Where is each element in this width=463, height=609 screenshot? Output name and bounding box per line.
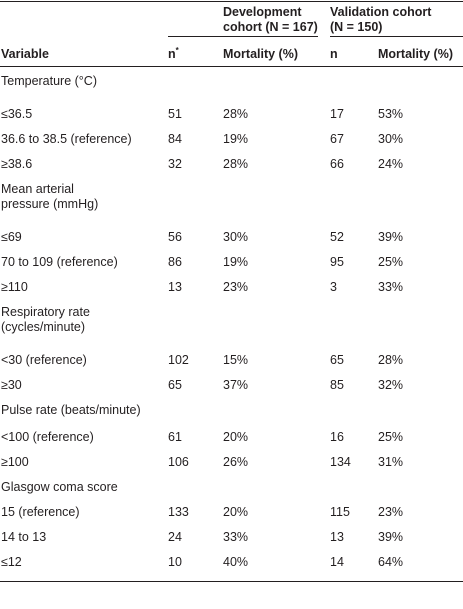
mortality-development: 28%: [223, 157, 249, 171]
row-label-line2: (cycles/minute): [1, 320, 86, 334]
n-validation: 17: [330, 107, 344, 121]
row-label: 36.6 to 38.5 (reference): [1, 132, 132, 146]
row-label: 15 (reference): [1, 505, 80, 519]
validation-cohort-header-line2: (N = 150): [330, 20, 383, 34]
mortality-development: 30%: [223, 230, 249, 244]
mortality-validation: 64%: [378, 555, 404, 569]
n-validation: 85: [330, 378, 344, 392]
n-development: 10: [168, 555, 182, 569]
row-label: Mean arterial: [1, 182, 74, 196]
mortality-validation: 25%: [378, 430, 404, 444]
mortality-development: 19%: [223, 255, 249, 269]
mortality-validation: 30%: [378, 132, 404, 146]
n-validation: 65: [330, 353, 344, 367]
mortality-development: 40%: [223, 555, 249, 569]
n-validation: 14: [330, 555, 344, 569]
mortality-development: 28%: [223, 107, 249, 121]
mortality-development: 33%: [223, 530, 249, 544]
header-n-development: n*: [168, 45, 179, 61]
mortality-development: 23%: [223, 280, 249, 294]
n-development: 65: [168, 378, 182, 392]
mortality-development: 26%: [223, 455, 249, 469]
row-label: ≥38.6: [1, 157, 33, 171]
row-label: Respiratory rate: [1, 305, 90, 319]
mortality-validation: 28%: [378, 353, 404, 367]
n-validation: 52: [330, 230, 344, 244]
n-development: 86: [168, 255, 182, 269]
mortality-development: 20%: [223, 430, 249, 444]
header-bottom-rule: [0, 66, 463, 67]
validation-cohort-underline: [330, 36, 463, 37]
mortality-validation: 23%: [378, 505, 404, 519]
header-variable: Variable: [1, 47, 49, 61]
n-development: 133: [168, 505, 189, 519]
mortality-validation: 25%: [378, 255, 404, 269]
mortality-validation: 32%: [378, 378, 404, 392]
mortality-validation: 39%: [378, 530, 404, 544]
n-development: 102: [168, 353, 189, 367]
mortality-validation: 39%: [378, 230, 404, 244]
header-mortality-development: Mortality (%): [223, 47, 298, 61]
footnote-marker: *: [175, 45, 179, 55]
n-validation: 13: [330, 530, 344, 544]
header-n-validation: n: [330, 47, 338, 61]
n-development: 56: [168, 230, 182, 244]
n-development: 51: [168, 107, 182, 121]
n-validation: 67: [330, 132, 344, 146]
mortality-validation: 31%: [378, 455, 404, 469]
n-validation: 115: [330, 505, 350, 519]
n-validation: 66: [330, 157, 344, 171]
row-label: ≥30: [1, 378, 22, 392]
row-label: <100 (reference): [1, 430, 94, 444]
n-validation: 95: [330, 255, 344, 269]
mortality-development: 15%: [223, 353, 249, 367]
row-label: Pulse rate (beats/minute): [1, 403, 141, 417]
mortality-validation: 33%: [378, 280, 404, 294]
n-validation: 3: [330, 280, 337, 294]
mortality-validation: 24%: [378, 157, 404, 171]
row-label: 70 to 109 (reference): [1, 255, 118, 269]
row-label: 14 to 13: [1, 530, 47, 544]
n-development: 84: [168, 132, 182, 146]
row-label: <30 (reference): [1, 353, 87, 367]
n-development: 13: [168, 280, 182, 294]
row-label: ≤69: [1, 230, 22, 244]
row-label-line2: pressure (mmHg): [1, 197, 99, 211]
row-label: ≤36.5: [1, 107, 33, 121]
row-label: ≤12: [1, 555, 22, 569]
row-label: ≥110: [1, 280, 28, 294]
mortality-validation: 53%: [378, 107, 404, 121]
development-cohort-underline: [168, 36, 318, 37]
development-cohort-header-line2: cohort (N = 167): [223, 20, 318, 34]
row-label: Temperature (°C): [1, 74, 97, 88]
row-label: ≥100: [1, 455, 29, 469]
row-label: Glasgow coma score: [1, 480, 118, 494]
mortality-development: 20%: [223, 505, 249, 519]
n-development: 106: [168, 455, 189, 469]
n-validation: 134: [330, 455, 351, 469]
n-development: 24: [168, 530, 182, 544]
n-development: 32: [168, 157, 182, 171]
n-validation: 16: [330, 430, 344, 444]
validation-cohort-header-line1: Validation cohort: [330, 5, 432, 19]
mortality-development: 19%: [223, 132, 249, 146]
table-bottom-rule: [0, 581, 463, 582]
n-development: 61: [168, 430, 182, 444]
table-top-rule: [0, 1, 463, 2]
header-mortality-validation: Mortality (%): [378, 47, 453, 61]
mortality-development: 37%: [223, 378, 249, 392]
development-cohort-header-line1: Development: [223, 5, 302, 19]
